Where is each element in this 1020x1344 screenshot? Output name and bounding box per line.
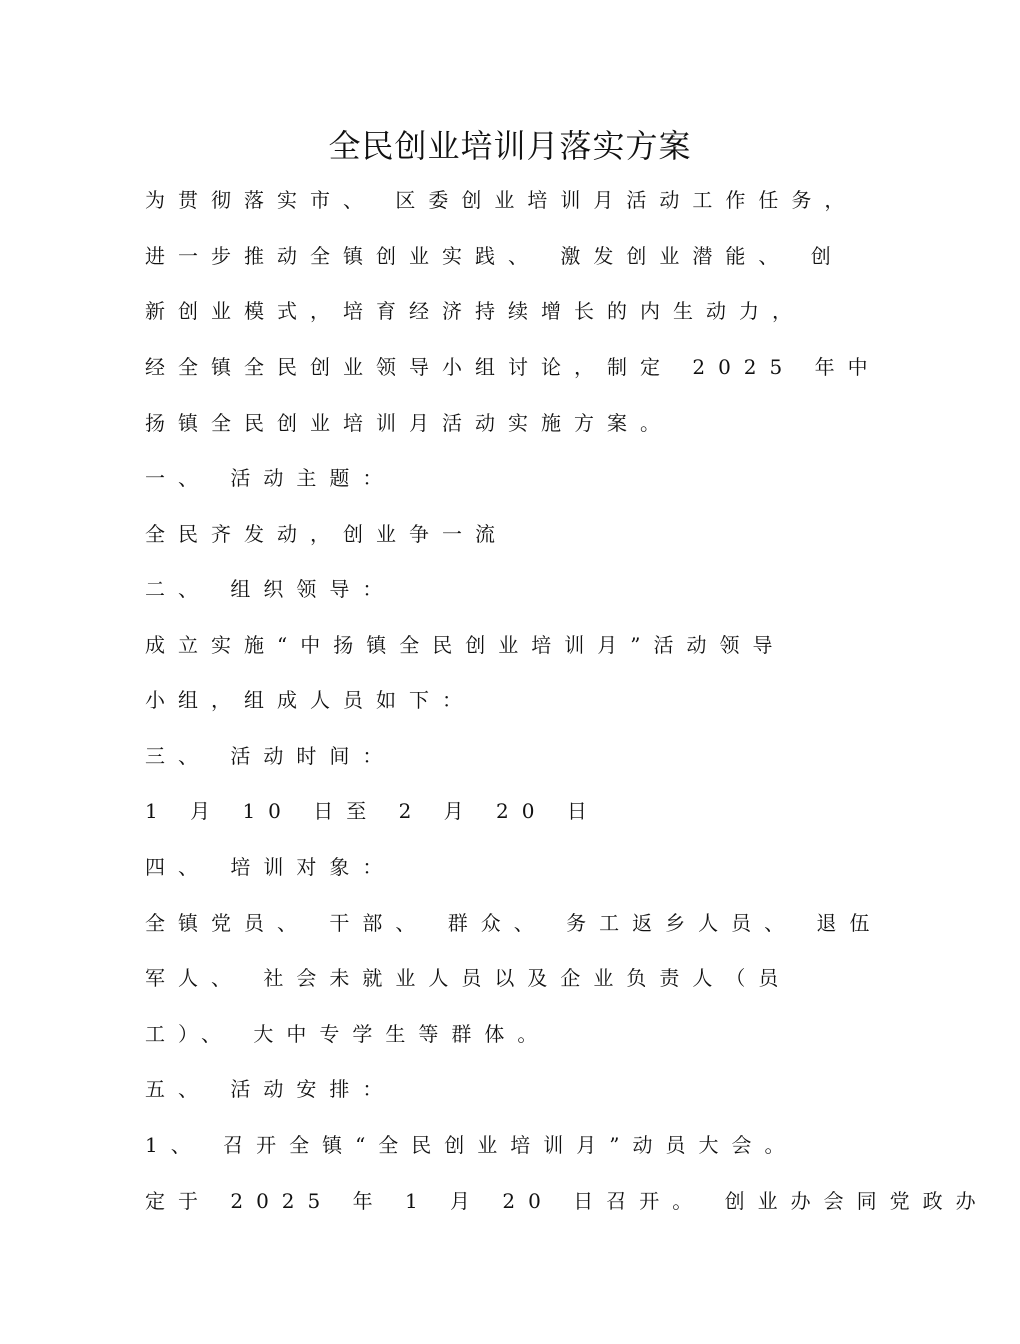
body-line-14: 全镇党员、 干部、 群众、 务工返乡人员、 退伍: [145, 911, 883, 935]
body-line-7: 全民齐发动，创业争一流: [145, 522, 508, 546]
body-line-2: 进一步推动全镇创业实践、 激发创业潜能、 创: [145, 244, 844, 268]
body-line-10: 小组，组成人员如下：: [145, 688, 475, 712]
body-line-1: 为贯彻落实市、 区委创业培训月活动工作任务，: [145, 188, 858, 212]
body-line-12: 1 月 10 日至 2 月 20 日: [145, 799, 600, 823]
body-line-4: 经全镇全民创业领导小组讨论，制定 2025 年中: [145, 355, 881, 379]
section-heading-audience: 四、 培训对象：: [145, 855, 396, 879]
section-heading-time: 三、 活动时间：: [145, 744, 396, 768]
body-line-16: 工）、 大中专学生等群体。: [145, 1022, 551, 1046]
body-line-3: 新创业模式，培育经济持续增长的内生动力，: [145, 299, 805, 323]
body-line-9: 成立实施“中扬镇全民创业培训月”活动领导: [145, 633, 786, 657]
section-heading-theme: 一、 活动主题：: [145, 466, 396, 490]
body-line-15: 军人、 社会未就业人员以及企业负责人（员: [145, 966, 792, 990]
section-heading-organization: 二、 组织领导：: [145, 577, 396, 601]
body-line-5: 扬镇全民创业培训月活动实施方案。: [145, 411, 673, 435]
document-title: 全民创业培训月落实方案: [328, 127, 692, 165]
body-line-19: 定于 2025 年 1 月 20 日召开。 创业办会同党政办: [145, 1189, 989, 1213]
body-line-18: 1、 召开全镇“全民创业培训月”动员大会。: [145, 1133, 798, 1157]
section-heading-arrangement: 五、 活动安排：: [145, 1077, 396, 1101]
